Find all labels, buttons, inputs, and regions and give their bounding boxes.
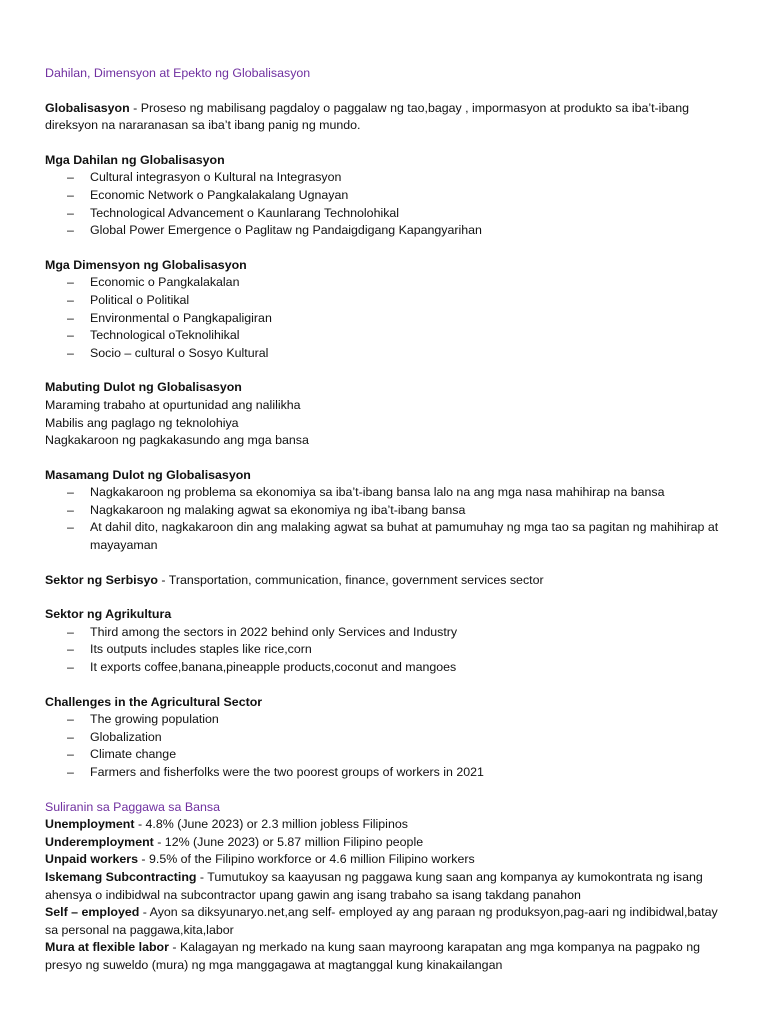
list-item-text: At dahil dito, nagkakaroon din ang malaking agwat sa buhat at pamumuhay ng mga tao sa pagitan ng mahihirap at mayayaman [90, 520, 719, 553]
entry-separator: - [153, 834, 165, 849]
dimensyon-list [45, 274, 728, 362]
dash-bullet: – [67, 660, 74, 675]
dash-bullet: – [67, 170, 74, 185]
mabuti-line: Maraming trabaho at opurtunidad ang nalilikha [45, 397, 301, 412]
dash-bullet: – [67, 292, 74, 307]
mabuti-line: Nagkakaroon ng pagkakasundo ang mga bansa [45, 433, 309, 448]
mabuti-heading: Mabuting Dulot ng Globalisasyon [45, 380, 242, 395]
entry-text: 12% (June 2023) or 5.87 million Filipino people [164, 834, 424, 849]
definition-term: Globalisasyon [45, 100, 130, 115]
dash-bullet: – [67, 223, 74, 238]
document-title: Dahilan, Dimensyon at Epekto ng Globalisasyon [45, 66, 311, 80]
list-item [45, 624, 728, 642]
list-item [45, 222, 728, 240]
suliranin-entry [45, 834, 728, 852]
dash-bullet: – [67, 345, 74, 360]
challenges-section [45, 694, 728, 782]
entry-separator: - [134, 817, 146, 832]
dahilan-heading: Mga Dahilan ng Globalisasyon [45, 152, 225, 167]
list-item-text: The growing population [90, 712, 219, 727]
list-item [45, 746, 728, 764]
list-item [45, 310, 728, 328]
entry-term: Self – employed [45, 905, 140, 920]
list-item-text: Its outputs includes staples like rice,corn [90, 642, 312, 657]
dimensyon-heading: Mga Dimensyon ng Globalisasyon [45, 257, 247, 272]
dash-bullet: – [67, 328, 74, 343]
list-item [45, 729, 728, 747]
list-item-text: Global Power Emergence o Paglitaw ng Pandaigdigang Kapangyarihan [90, 223, 482, 238]
challenges-list [45, 711, 728, 781]
definition-text: Proseso ng mabilisang pagdaloy o paggalaw ng tao,bagay , impormasyon at produkto sa iba’t-ibang direksyon na nararanasan sa iba’t ibang panig ng mundo. [45, 100, 690, 133]
entry-term: Unemployment [45, 817, 135, 832]
entry-separator: - [168, 940, 180, 955]
dash-bullet: – [67, 187, 74, 202]
list-item [45, 345, 728, 363]
suliranin-entry [45, 904, 728, 939]
list-item-text: Nagkakaroon ng problema sa ekonomiya sa iba’t-ibang bansa lalo na ang mga nasa mahihirap na bansa [90, 485, 665, 500]
list-item-text: Socio – cultural o Sosyo Kultural [90, 345, 269, 360]
mabuti-section [45, 379, 728, 449]
list-item [45, 205, 728, 223]
list-item-text: Environmental o Pangkapaligiran [90, 310, 272, 325]
dash-bullet: – [67, 485, 74, 500]
dash-bullet: – [67, 310, 74, 325]
dash-bullet: – [67, 502, 74, 517]
list-item-text: Cultural integrasyon o Kultural na Integrasyon [90, 170, 342, 185]
dash-bullet: – [67, 642, 74, 657]
entry-text: Ayon sa diksyunaryo.net,ang self- employed ay ang paraan ng produksyon,pag-aari ng indibidwal,batay sa personal na paggawa,kita,labor [45, 905, 718, 937]
list-item [45, 274, 728, 292]
list-item [45, 502, 728, 520]
list-item-text: It exports coffee,banana,pineapple products,coconut and mangoes [90, 660, 457, 675]
dash-bullet: – [67, 275, 74, 290]
entry-separator: - [137, 852, 149, 867]
list-item [45, 484, 728, 502]
dash-bullet: – [67, 205, 74, 220]
suliranin-heading: Suliranin sa Paggawa sa Bansa [45, 799, 220, 814]
masama-section [45, 467, 728, 555]
mabuti-line: Mabilis ang paglago ng teknolohiya [45, 415, 239, 430]
list-item-text: Economic Network o Pangkalakalang Ugnayan [90, 187, 349, 202]
definition-separator: - [129, 100, 141, 115]
dahilan-section [45, 152, 728, 240]
suliranin-entry [45, 816, 728, 834]
suliranin-section [45, 799, 728, 975]
list-item [45, 711, 728, 729]
list-item-text: Farmers and fisherfolks were the two poorest groups of workers in 2021 [90, 765, 484, 779]
definition-paragraph [45, 100, 728, 135]
list-item [45, 659, 728, 677]
entry-text: Tumutukoy sa kaayusan ng paggawa kung saan ang kompanya ay kumokontrata ng isang ahensya o indibidwal na subcontractor upang gawin ang isang trabaho sa isang takdang panahon [45, 869, 703, 902]
entry-term: Underemployment [45, 834, 154, 849]
list-item-text: Technological oTeknolihikal [90, 328, 240, 343]
list-item-text: Climate change [90, 747, 177, 762]
masama-heading: Masamang Dulot ng Globalisasyon [45, 467, 251, 482]
dahilan-list [45, 169, 728, 239]
entry-separator: - [196, 869, 208, 884]
list-item [45, 327, 728, 345]
list-item-text: Nagkakaroon ng malaking agwat sa ekonomiya ng iba’t-ibang bansa [90, 502, 466, 517]
entry-text: 4.8% (June 2023) or 2.3 million jobless Filipinos [145, 817, 408, 832]
agrikultura-list [45, 624, 728, 677]
serbisyo-term: Sektor ng Serbisyo [45, 572, 158, 587]
list-item-text: Political o Politikal [90, 292, 190, 307]
masama-list [45, 484, 728, 554]
list-item-text: Third among the sectors in 2022 behind only Services and Industry [90, 624, 458, 639]
dash-bullet: – [67, 747, 74, 762]
dash-bullet: – [67, 712, 74, 727]
serbisyo-paragraph [45, 572, 728, 590]
challenges-heading: Challenges in the Agricultural Sector [45, 694, 263, 709]
entry-text: 9.5% of the Filipino workforce or 4.6 million Filipino workers [148, 852, 475, 867]
serbisyo-text: Transportation, communication, finance, government services sector [168, 572, 544, 587]
suliranin-entry [45, 869, 728, 904]
dash-bullet: – [67, 520, 74, 535]
dash-bullet: – [67, 765, 74, 779]
list-item [45, 187, 728, 205]
list-item [45, 292, 728, 310]
list-item-text: Globalization [90, 729, 162, 744]
list-item [45, 169, 728, 187]
list-item-text: Technological Advancement o Kaunlarang Technolohikal [90, 205, 400, 220]
entry-text: Kalagayan ng merkado na kung saan mayroong karapatan ang mga kompanya na pagpako ng presyo ng suweldo (mura) ng mga manggagawa at magtanggal kung kinakailangan [45, 940, 701, 972]
dimensyon-section [45, 257, 728, 363]
entry-term: Iskemang Subcontracting [45, 869, 197, 884]
dash-bullet: – [67, 729, 74, 744]
entry-term: Mura at flexible labor [45, 940, 169, 955]
serbisyo-separator: - [157, 572, 169, 587]
list-item [45, 519, 728, 554]
list-item-text: Economic o Pangkalakalan [90, 275, 240, 290]
list-item [45, 641, 728, 659]
agrikultura-section [45, 606, 728, 676]
entry-separator: - [139, 905, 150, 920]
suliranin-entry [45, 851, 728, 869]
dash-bullet: – [67, 624, 74, 639]
entry-term: Unpaid workers [45, 852, 138, 867]
suliranin-entry [45, 939, 728, 974]
agrikultura-heading: Sektor ng Agrikultura [45, 607, 172, 622]
list-item [45, 764, 728, 782]
